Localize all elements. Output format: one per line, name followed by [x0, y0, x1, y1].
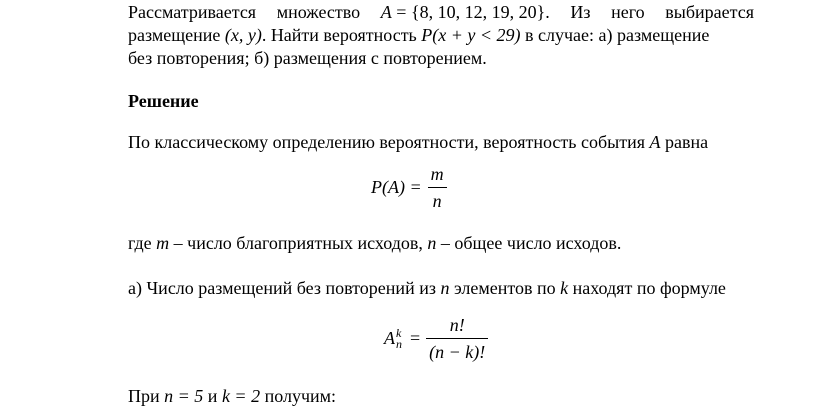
- text: получим:: [260, 386, 337, 406]
- text: – общее число исходов.: [436, 233, 622, 253]
- text: в случае: а) размещение: [520, 25, 710, 45]
- word: выбирается: [665, 2, 754, 22]
- text: находят по формуле: [568, 278, 726, 298]
- probability-formula: [371, 163, 447, 212]
- math-var: n: [440, 278, 450, 298]
- text: – число благоприятных исходов,: [169, 233, 428, 253]
- math-expr: = {8, 10, 12, 19, 20}.: [396, 2, 550, 22]
- problem-line-3: без повторения; б) размещения с повторением.: [128, 48, 487, 68]
- text: элементов по: [449, 278, 561, 298]
- denominator: (n − k)!: [429, 342, 486, 362]
- math-pair: (x, y): [224, 25, 262, 45]
- fraction: [426, 314, 488, 363]
- text: а) Число размещений без повторений из: [128, 278, 441, 298]
- where-line: [128, 232, 621, 254]
- math-expr: n = 5: [164, 386, 204, 406]
- fraction: [428, 163, 447, 212]
- word: него: [611, 2, 645, 22]
- math-var: m: [156, 233, 170, 253]
- math-prob: P(x + y < 29): [421, 25, 521, 45]
- text: При: [128, 386, 165, 406]
- numerator: n!: [449, 315, 465, 335]
- part-a-line: [128, 277, 726, 299]
- text: и: [203, 386, 222, 406]
- math-var: A: [380, 2, 392, 22]
- word: Из: [570, 2, 591, 22]
- formula-base: A: [384, 328, 395, 348]
- text: где: [128, 233, 157, 253]
- equals-sign: =: [410, 328, 421, 348]
- problem-line-2: [128, 24, 709, 46]
- set-definition: [381, 1, 550, 23]
- last-line: [128, 385, 336, 407]
- text: равна: [660, 132, 709, 152]
- math-var: A: [649, 132, 661, 152]
- text: размещение: [128, 25, 225, 45]
- formula-lhs: P(A) =: [371, 177, 422, 197]
- math-var: n: [427, 233, 437, 253]
- text: . Найти вероятность: [261, 25, 422, 45]
- arrangements-formula: [384, 314, 488, 363]
- denominator: n: [432, 191, 442, 211]
- superscript: k: [396, 325, 402, 340]
- problem-line-1: [128, 1, 754, 23]
- definition-line: [128, 131, 708, 153]
- word: Рассматривается: [128, 2, 257, 22]
- text: По классическому определению вероятности, вероятность события: [128, 132, 650, 152]
- subscript: n: [396, 336, 402, 351]
- solution-heading: Решение: [128, 91, 199, 111]
- word: множество: [276, 2, 361, 22]
- math-expr: k = 2: [221, 386, 261, 406]
- numerator: m: [430, 164, 444, 184]
- sub-sup: [396, 325, 402, 351]
- math-var: k: [560, 278, 569, 298]
